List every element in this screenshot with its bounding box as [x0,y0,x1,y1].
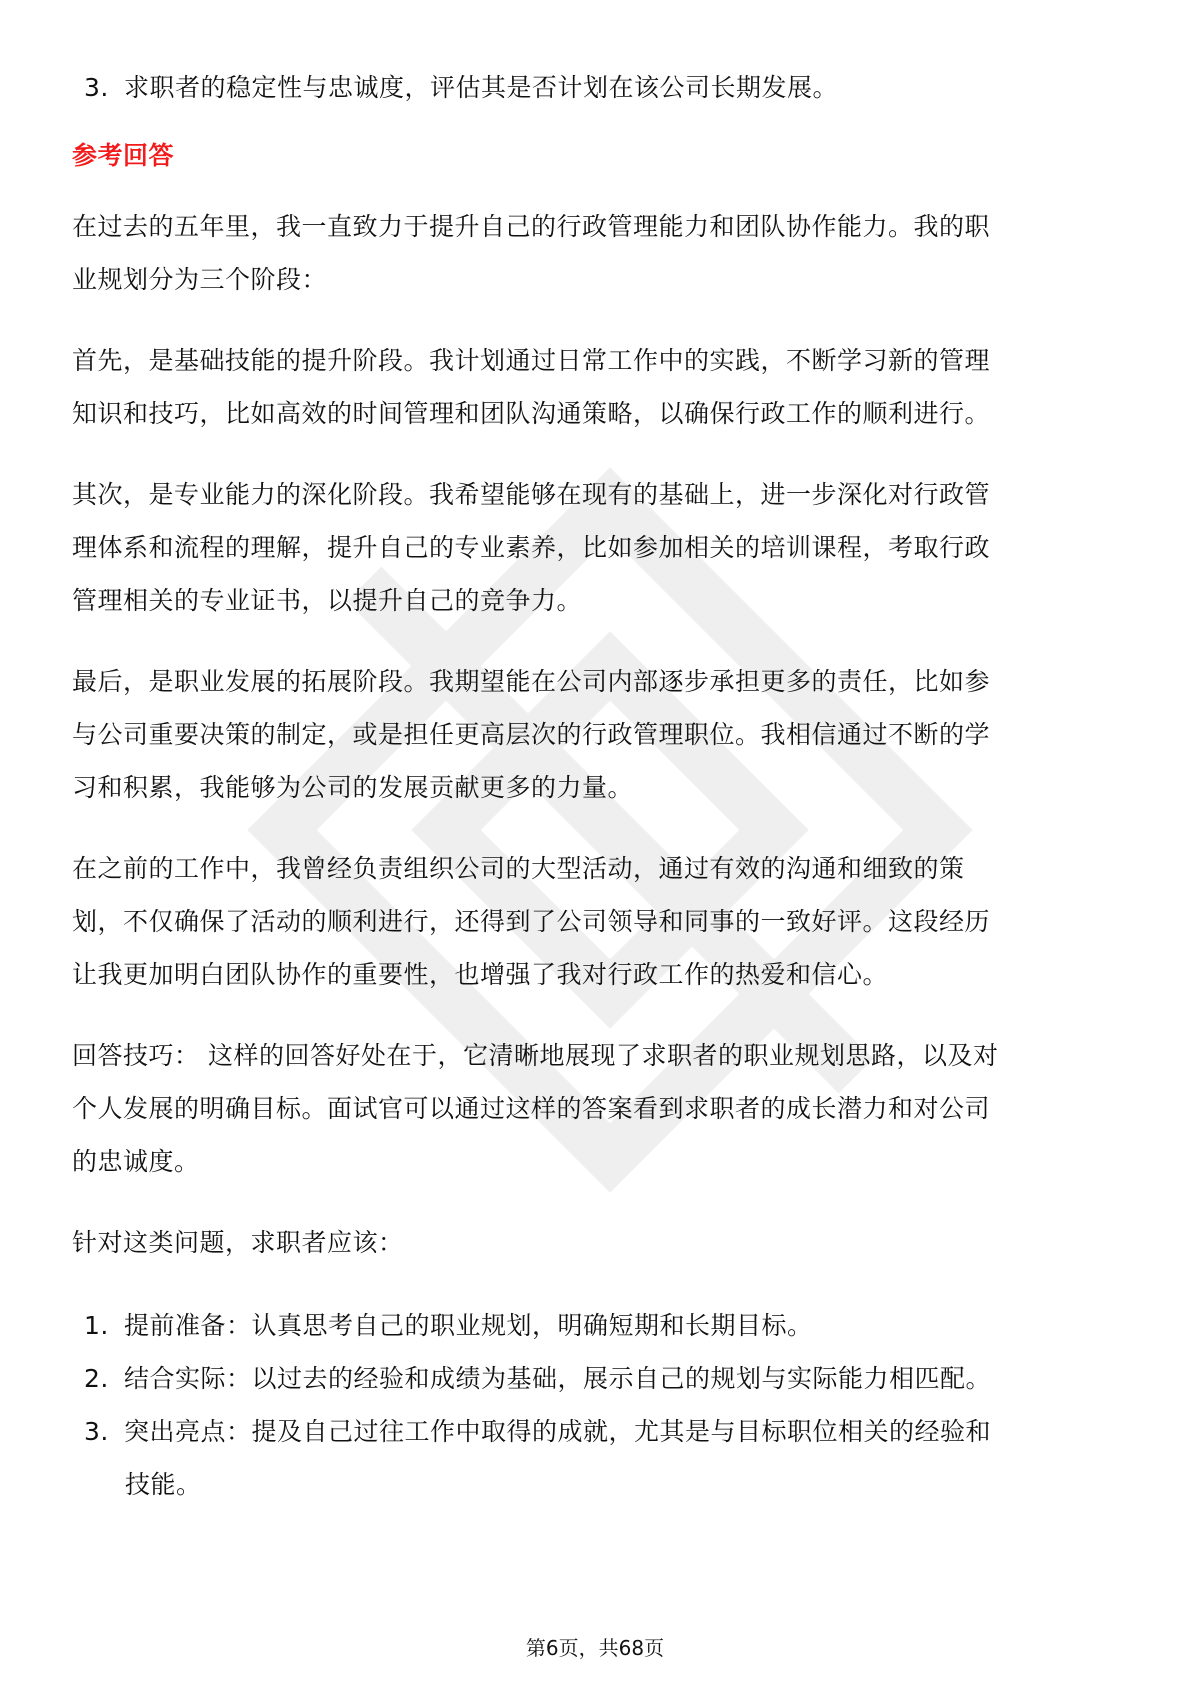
paragraph-line: 划，不仅确保了活动的顺利进行，还得到了公司领导和同事的一致好评。这段经历 [72,907,991,936]
paragraph-line: 让我更加明白团队协作的重要性，也增强了我对行政工作的热爱和信心。 [72,960,889,989]
list-number: 3. [84,1417,109,1446]
advice-list-item [84,1364,991,1394]
intro-list-item [84,73,838,103]
list-number: 3. [84,73,109,102]
paragraph-line: 习和积累，我能够为公司的发展贡献更多的力量。 [72,773,634,802]
tips-line: 回答技巧： 这样的回答好处在于，它清晰地展现了求职者的职业规划思路，以及对 [72,1041,999,1070]
list-text: 求职者的稳定性与忠诚度，评估其是否计划在该公司长期发展。 [124,73,839,102]
advice-list-item [84,1311,813,1341]
tips-line: 的忠诚度。 [72,1147,200,1176]
paragraph-line: 在之前的工作中，我曾经负责组织公司的大型活动，通过有效的沟通和细致的策 [72,854,965,883]
page-number: 第6页，共68页 [525,1636,665,1660]
list-number: 2. [84,1364,109,1393]
paragraph-line: 在过去的五年里，我一直致力于提升自己的行政管理能力和团队协作能力。我的职 [72,212,991,241]
section-heading-reference-answer: 参考回答 [72,141,175,170]
advice-intro: 针对这类问题，求职者应该： [72,1228,404,1257]
list-text: 突出亮点：提及自己过往工作中取得的成就，尤其是与目标职位相关的经验和 [124,1417,992,1446]
paragraph-line: 最后，是职业发展的拓展阶段。我期望能在公司内部逐步承担更多的责任，比如参 [72,667,991,696]
paragraph-line: 首先，是基础技能的提升阶段。我计划通过日常工作中的实践，不断学习新的管理 [72,346,991,375]
paragraph-line: 理体系和流程的理解，提升自己的专业素养，比如参加相关的培训课程，考取行政 [72,533,991,562]
list-number: 1. [84,1311,109,1340]
paragraph-line: 与公司重要决策的制定，或是担任更高层次的行政管理职位。我相信通过不断的学 [72,720,991,749]
paragraph-line: 其次，是专业能力的深化阶段。我希望能够在现有的基础上，进一步深化对行政管 [72,480,991,509]
advice-list-item [84,1417,991,1447]
list-text: 提前准备：认真思考自己的职业规划，明确短期和长期目标。 [124,1311,813,1340]
list-text: 结合实际：以过去的经验和成绩为基础，展示自己的规划与实际能力相匹配。 [124,1364,992,1393]
paragraph-line: 知识和技巧，比如高效的时间管理和团队沟通策略，以确保行政工作的顺利进行。 [72,399,991,428]
paragraph-line: 业规划分为三个阶段： [72,265,328,294]
advice-list-item-continuation: 技能。 [125,1470,202,1499]
paragraph-line: 管理相关的专业证书，以提升自己的竞争力。 [72,586,583,615]
tips-line: 个人发展的明确目标。面试官可以通过这样的答案看到求职者的成长潜力和对公司 [72,1094,991,1123]
